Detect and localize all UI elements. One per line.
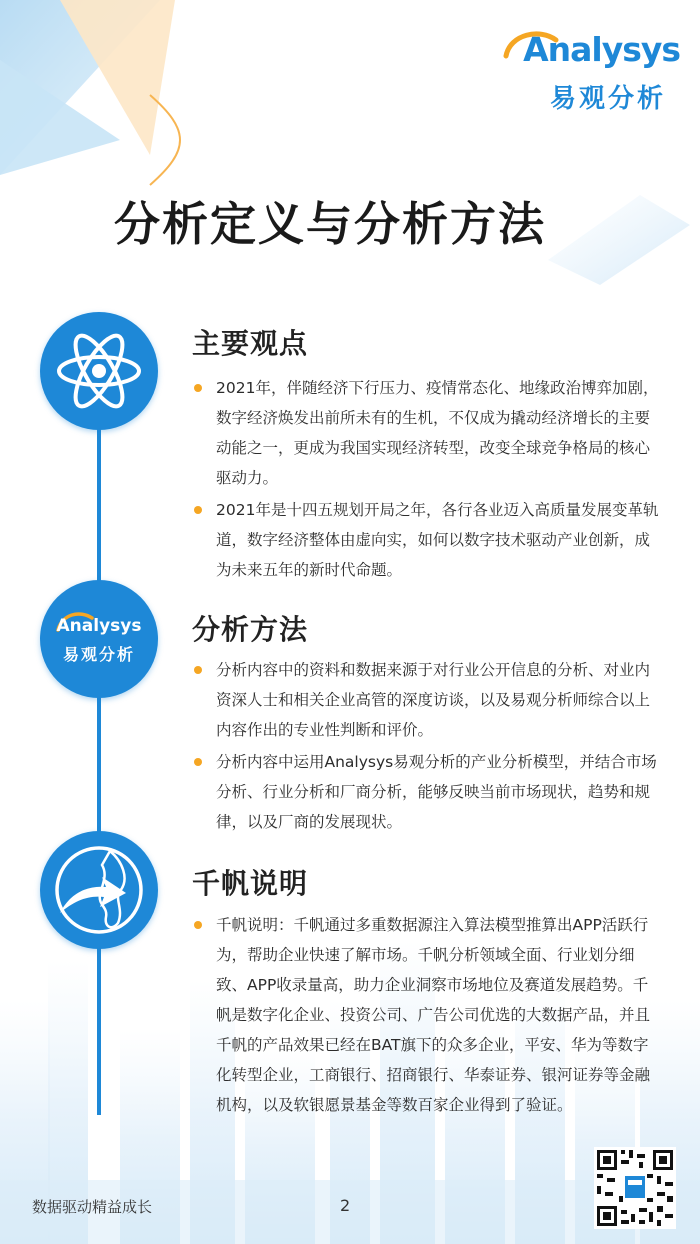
circle-logo-text-cn: 易观分析	[62, 645, 135, 664]
list-item: 2021年是十四五规划开局之年，各行各业迈入高质量发展变革轨道，数字经济整体由虚向实，如何以数字技术驱动产业创新，成为未来五年的新时代命题。	[192, 495, 662, 585]
list-item: 千帆说明：千帆通过多重数据源注入算法模型推算出APP活跃行为，帮助企业快速了解市场。千帆分析领域全面、行业划分细致、APP收录量高，助力企业洞察市场地位及赛道发展趋势。千帆是数字化企业、投资公司、广告公司优选的大数据产品，并且千帆的产品效果已经在BAT旗下的众多企业，平安、华为等数字化转型企业，工商银行、招商银行、华泰证券、银河证券等金融机构，以及软银愿景基金等数百家企业得到了验证。	[192, 910, 662, 1120]
bullet-dot	[194, 506, 202, 514]
qr-code[interactable]	[594, 1147, 676, 1229]
globe-arrow-icon	[40, 831, 158, 949]
section-title-qianfan: 千帆说明	[192, 867, 309, 900]
circle-logo-text-en: Analysys	[56, 616, 142, 636]
bullet-dot	[194, 666, 202, 674]
brand-logo	[500, 22, 680, 112]
bullet-list-qianfan	[192, 910, 662, 1122]
section-title-methods: 分析方法	[192, 613, 309, 646]
qr-code-icon	[594, 1147, 676, 1229]
bullet-dot	[194, 921, 202, 929]
analysys-logo-icon	[40, 580, 158, 698]
bullet-dot	[194, 758, 202, 766]
bullet-list-main-points	[192, 373, 662, 587]
logo-text-en: Analysys	[523, 30, 680, 69]
list-item: 分析内容中的资料和数据来源于对行业公开信息的分析、对业内资深人士和相关企业高管的深度访谈，以及易观分析师综合以上内容作出的专业性判断和评价。	[192, 655, 662, 745]
logo-text-cn: 易观分析	[549, 84, 666, 114]
list-item: 2021年，伴随经济下行压力、疫情常态化、地缘政治博弈加剧，数字经济焕发出前所未有的生机，不仅成为撬动经济增长的主要动能之一，更成为我国实现经济转型，改变全球竞争格局的核心驱动力。	[192, 373, 662, 493]
footer-slogan: 数据驱动精益成长	[32, 1198, 153, 1216]
page-number: 2	[340, 1196, 351, 1215]
bullet-list-methods	[192, 655, 662, 839]
page-title: 分析定义与分析方法	[114, 197, 546, 251]
atom-icon	[40, 312, 158, 430]
timeline-line	[97, 405, 101, 1115]
section-title-main-points: 主要观点	[192, 327, 309, 360]
bullet-dot	[194, 384, 202, 392]
list-item: 分析内容中运用Analysys易观分析的产业分析模型，并结合市场分析、行业分析和厂商分析，能够反映当前市场现状，趋势和规律，以及厂商的发展现状。	[192, 747, 662, 837]
